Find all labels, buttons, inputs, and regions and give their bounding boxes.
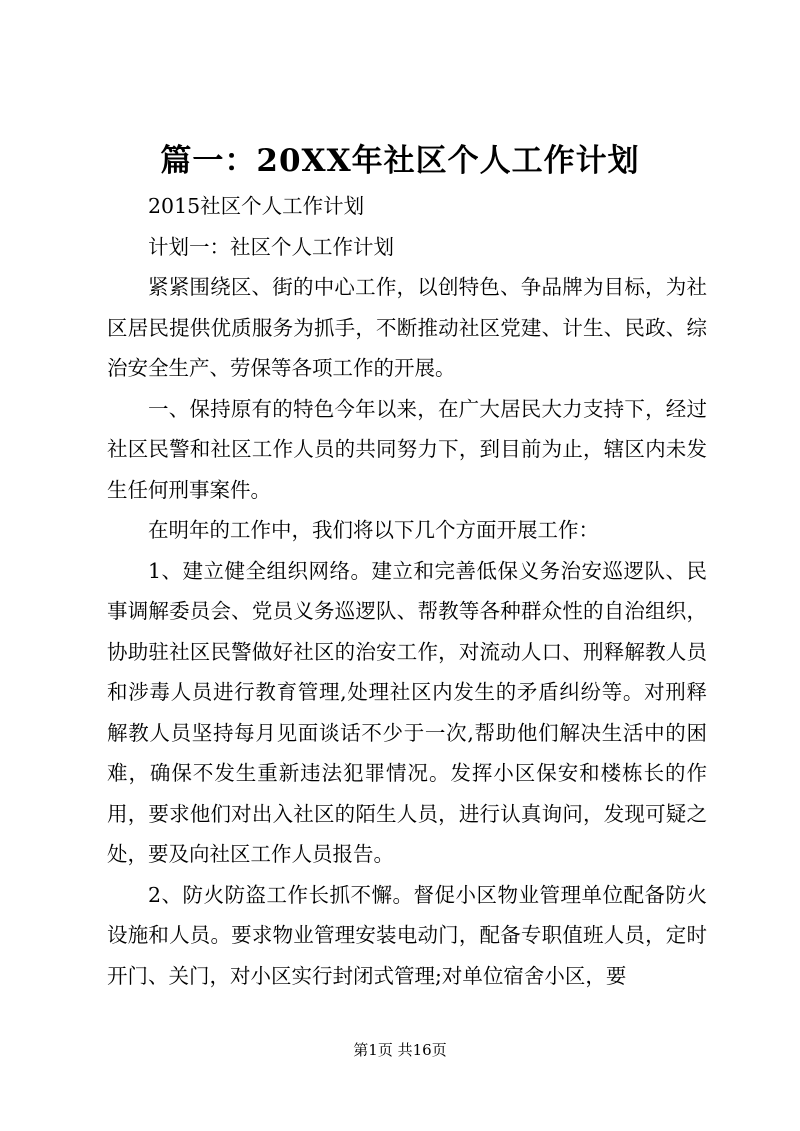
paragraph-section-one: 一、保持原有的特色今年以来，在广大居民大力支持下，经过社区民警和社区工作人员的共同努力下，到目前为止，辖区内未发生任何刑事案件。 xyxy=(107,396,707,502)
paragraph-plan-one: 计划一：社区个人工作计划 xyxy=(148,234,394,259)
page-number-footer: 第1页 共16页 xyxy=(353,1041,447,1059)
paragraph-next-year: 在明年的工作中，我们将以下几个方面开展工作： xyxy=(148,518,599,542)
paragraph-item-two: 2、防火防盗工作长抓不懈。督促小区物业管理单位配备防火设施和人员。要求物业管理安装电动门，配备专职值班人员，定时开门、关门，对小区实行封闭式管理;对单位宿舍小区，要 xyxy=(107,882,707,988)
document-body xyxy=(107,186,707,996)
document-title: 篇一：20XX年社区个人工作计划 xyxy=(160,143,640,179)
paragraph-goal: 紧紧围绕区、街的中心工作，以创特色、争品牌为目标，为社区居民提供优质服务为抓手，不断推动社区党建、计生、民政、综治安全生产、劳保等各项工作的开展。 xyxy=(107,275,707,380)
paragraph-item-one: 1、建立健全组织网络。建立和完善低保义务治安巡逻队、民事调解委员会、党员义务巡逻队、帮教等各种群众性的自治组织，协助驻社区民警做好社区的治安工作，对流动人口、刑释解教人员和涉毒人员进行教育管理,处理社区内发生的矛盾纠纷等。对刑释解教人员坚持每月见面谈话不少于一次,帮助他们解决生活中的困难，确保不发生重新违法犯罪情况。发挥小区保安和楼栋长的作用，要求他们对出入社区的陌生人员，进行认真询问，发现可疑之处，要及向社区工作人员报告。 xyxy=(107,558,707,866)
paragraph-year-plan: 2015社区个人工作计划 xyxy=(148,194,365,218)
